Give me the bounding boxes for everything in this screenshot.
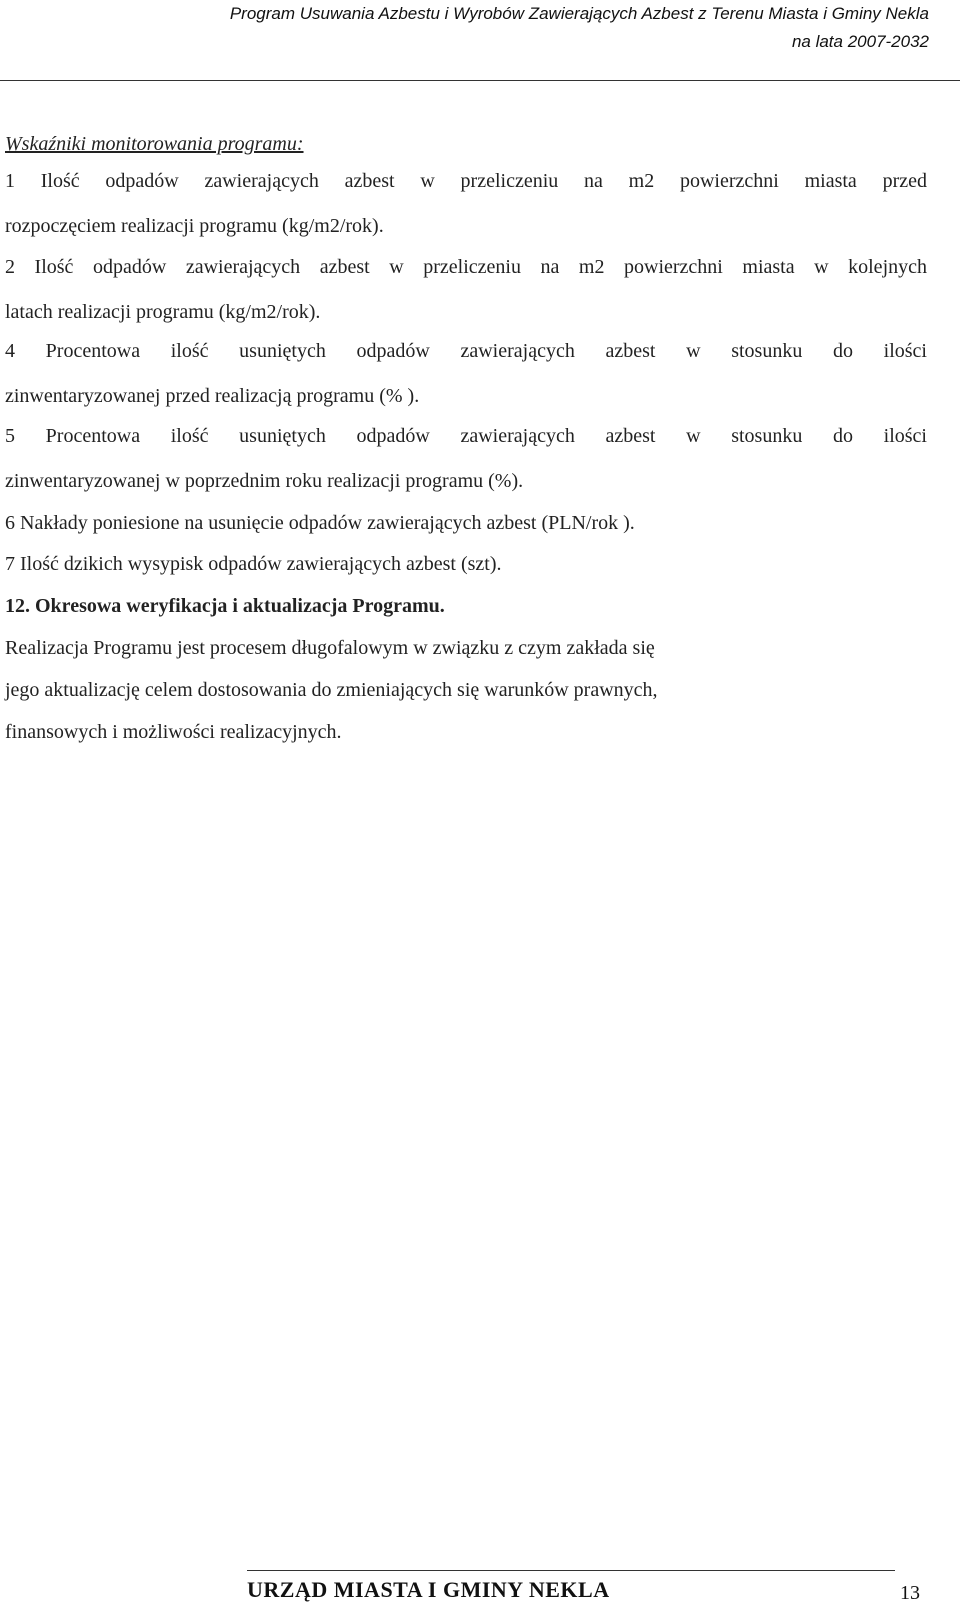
list-item-continuation: rozpoczęciem realizacji programu (kg/m2/rok). bbox=[5, 215, 384, 237]
list-item-line: 4 Procentowa ilość usuniętych odpadów zawierających azbest w stosunku do ilości bbox=[5, 340, 927, 362]
list-item-continuation: zinwentaryzowanej w poprzednim roku realizacji programu (%). bbox=[5, 470, 524, 492]
chapter-text-line: finansowych i możliwości realizacyjnych. bbox=[5, 721, 342, 743]
chapter-heading: 12. Okresowa weryfikacja i aktualizacja Programu. bbox=[5, 595, 445, 617]
list-item: 6 Nakłady poniesione na usunięcie odpadów zawierających azbest (PLN/rok ). bbox=[5, 512, 635, 534]
footer-organization: URZĄD MIASTA I GMINY NEKLA bbox=[247, 1577, 610, 1602]
chapter-text-line: Realizacja Programu jest procesem długofalowym w związku z czym zakłada się bbox=[5, 637, 655, 659]
list-item-continuation: latach realizacji programu (kg/m2/rok). bbox=[5, 301, 321, 323]
list-item-line: 5 Procentowa ilość usuniętych odpadów zawierających azbest w stosunku do ilości bbox=[5, 425, 927, 447]
section-title: Wskaźniki monitorowania programu: bbox=[5, 133, 304, 155]
list-item bbox=[5, 330, 927, 373]
header-years: na lata 2007-2032 bbox=[791, 32, 929, 51]
chapter-text-line: jego aktualizację celem dostosowania do zmieniających się warunków prawnych, bbox=[5, 679, 658, 701]
footer-divider bbox=[247, 1570, 895, 1571]
list-item bbox=[5, 246, 927, 289]
page-number: 13 bbox=[900, 1582, 920, 1604]
header-divider bbox=[0, 80, 960, 81]
list-item-line: 2 Ilość odpadów zawierających azbest w przeliczeniu na m2 powierzchni miasta w kolejnych bbox=[5, 256, 927, 278]
list-item bbox=[5, 415, 927, 458]
list-item-continuation: zinwentaryzowanej przed realizacją programu (% ). bbox=[5, 385, 420, 407]
list-item-line: 1 Ilość odpadów zawierających azbest w przeliczeniu na m2 powierzchni miasta przed bbox=[5, 170, 927, 192]
list-item: 7 Ilość dzikich wysypisk odpadów zawierających azbest (szt). bbox=[5, 553, 502, 575]
header-title: Program Usuwania Azbestu i Wyrobów Zawierających Azbest z Terenu Miasta i Gminy Nekla bbox=[229, 4, 929, 23]
list-item bbox=[5, 160, 927, 203]
